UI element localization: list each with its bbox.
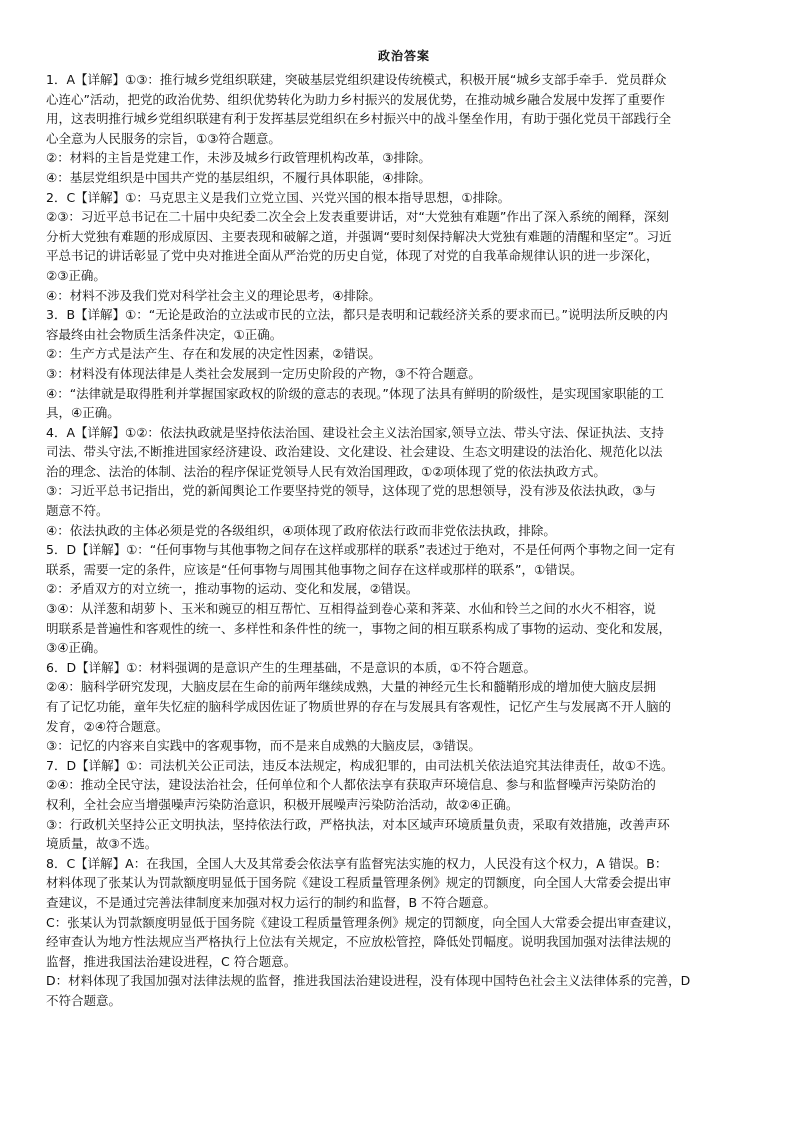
text-line: D：材料体现了我国加强对法律法规的监督，推进我国法治建设进程，没有体现中国特色社会主义法律体系的完善，D	[46, 973, 691, 989]
text-line: 不符合题意。	[46, 992, 122, 1008]
text-line: ②③：习近平总书记在二十届中央纪委二次全会上发表重要讲话，对“大党独有难题”作出了深入系统的阐释，深刻	[46, 209, 669, 225]
text-line: 3．B【详解】①：“无论是政治的立法或市民的立法，都只是表明和记载经济关系的要求而已。”说明法所反映的内	[46, 307, 668, 323]
text-line: 1．A【详解】①③：推行城乡党组织联建，突破基层党组织建设传统模式，积极开展“城乡支部手牵手．党员群众	[46, 72, 667, 87]
text-line: C：张某认为罚款额度明显低于国务院《建设工程质量管理条例》规定的罚额度，向全国人大常委会提出审查建议，	[46, 914, 680, 930]
text-line: ③④正确。	[46, 640, 106, 656]
text-line: 有了记忆功能，童年失忆症的脑科学成因佐证了物质世界的存在与发展具有客观性，记忆产生与发展离不开人脑的	[46, 699, 672, 714]
text-line: 4．A【详解】①②：依法执政就是坚持依法治国、建设社会主义法治国家,领导立法、带头守法、保证执法、支持	[46, 424, 664, 440]
text-line: ②④：脑科学研究发现，大脑皮层在生命的前两年继续成熟，大量的神经元生长和髓鞘形成的增加使大脑皮层拥	[46, 679, 656, 695]
text-line: 治的理念、法治的体制、法治的程序保证党领导人民有效治国理政，①②项体现了党的依法执政方式。	[46, 463, 606, 479]
text-line: 联系，需要一定的条件，应该是“任何事物与周围其他事物之间存在这样或那样的联系”，①错误。	[46, 561, 583, 577]
text-line: 明联系是普遍性和客观性的统一、多样性和条件性的统一，事物之间的相互联系构成了事物的运动、变化和发展，	[46, 620, 672, 636]
text-line: ④：基层党组织是中国共产党的基层组织，不履行具体职能，④排除。	[46, 169, 431, 185]
text-line: ③：行政机关坚持公正文明执法，坚持依法行政，严格执法，对本区域声环境质量负责，采取有效措施，改善声环	[46, 816, 670, 832]
text-line: ③④：从洋葱和胡萝卜、玉米和豌豆的相互帮忙、互相得益到卷心菜和荠菜、水仙和铃兰之间的水火不相容，说	[46, 601, 656, 617]
text-line: 分析大党独有难题的形成原因、主要表现和破解之道，并强调“要时刻保持解决大党独有难题的清醒和坚定”。习近	[46, 228, 672, 244]
text-line: 查建议，不是通过完善法律制度来加强对权力运行的制约和监督，B 不符合题意。	[46, 894, 497, 910]
text-line: ②：矛盾双方的对立统一，推动事物的运动、变化和发展，②错误。	[46, 581, 419, 597]
text-line: 发育，②④符合题意。	[46, 718, 169, 734]
text-line: 监督，推进我国法治建设进程，C 符合题意。	[46, 953, 297, 969]
page-title: 政治答案	[377, 49, 430, 63]
text-line: 司法、带头守法,不断推进国家经济建设、政治建设、文化建设、社会建设、生态文明建设的法治化、规范化以法	[46, 444, 663, 460]
text-line: 用，这表明推行城乡党组织联建有利于发挥基层党组织在乡村振兴中的战斗堡垒作用，有助于强化党员干部践行全	[46, 111, 672, 127]
text-line: 心全意为人民服务的宗旨，①③符合题意。	[46, 130, 281, 146]
text-line: 心连心”活动，把党的政治优势、组织优势转化为助力乡村振兴的发展优势，在推动城乡融合发展中发挥了重要作	[46, 91, 665, 107]
text-line: 权利，全社会应当增强噪声污染防治意识，积极开展噪声污染防治活动，故②④正确。	[46, 796, 519, 812]
text-line: 经审查认为地方性法规应当严格执行上位法有关规定，不应放松管控，降低处罚幅度。说明我国加强对法律法规的	[46, 934, 672, 950]
text-line: ④：“法律就是取得胜利并掌握国家政权的阶级的意志的表现。”体现了法具有鲜明的阶级性，是实现国家职能的工	[46, 385, 664, 401]
text-line: 2．C【详解】①：马克思主义是我们立党立国、兴党兴国的根本指导思想，①排除。	[46, 189, 511, 205]
text-line: ④：依法执政的主体必须是党的各级组织，④项体现了政府依法行政而非党依法执政，排除。	[46, 522, 556, 538]
text-line: ③：记忆的内容来自实践中的客观事物，而不是来自成熟的大脑皮层，③错误。	[46, 738, 481, 754]
text-line: 材料体现了张某认为罚款额度明显低于国务院《建设工程质量管理条例》规定的罚额度，向全国人大常委会提出审	[46, 875, 672, 891]
text-line: 7．D【详解】①：司法机关公正司法，违反本法规定，构成犯罪的，由司法机关依法追究其法律责任，故①不选。	[46, 757, 674, 773]
text-line: 平总书记的讲话彰显了党中央对推进全面从严治党的历史自觉，体现了对党的自我革命规律认识的进一步深化，	[46, 248, 659, 264]
answer-document	[46, 46, 762, 1011]
text-line: ④：材料不涉及我们党对科学社会主义的理论思考，④排除。	[46, 287, 381, 303]
text-line: 5．D【详解】①：“任何事物与其他事物之间存在这样或那样的联系”表述过于绝对，不是任何两个事物之间一定有	[46, 542, 676, 558]
text-line: 8．C【详解】A：在我国，全国人大及其常委会依法享有监督宪法实施的权力，人民没有这个权力，A 错误。B：	[46, 855, 668, 871]
text-line: ③：习近平总书记指出，党的新闻舆论工作要坚持党的领导，这体现了党的思想领导，没有涉及依法执政，③与	[46, 483, 656, 499]
answer-body	[46, 70, 762, 1011]
text-line: ②：材料的主旨是党建工作，未涉及城乡行政管理机构改革，③排除。	[46, 150, 431, 166]
text-line: ②③正确。	[46, 267, 106, 283]
text-line: 容最终由社会物质生活条件决定，①正确。	[46, 326, 283, 342]
text-line: 6．D【详解】①：材料强调的是意识产生的生理基础，不是意识的本质，①不符合题意。	[46, 659, 536, 675]
text-line: 题意不符。	[46, 503, 109, 519]
text-line: 具，④正确。	[46, 405, 120, 421]
text-line: 境质量，故③不选。	[46, 836, 158, 852]
text-line: ③：材料没有体现法律是人类社会发展到一定历史阶段的产物，③不符合题意。	[46, 365, 481, 381]
text-line: ②④：推动全民守法，建设法治社会，任何单位和个人都依法享有获取声环境信息、参与和监督噪声污染防治的	[46, 777, 656, 793]
text-line: ②：生产方式是法产生、存在和发展的决定性因素，②错误。	[46, 346, 381, 362]
